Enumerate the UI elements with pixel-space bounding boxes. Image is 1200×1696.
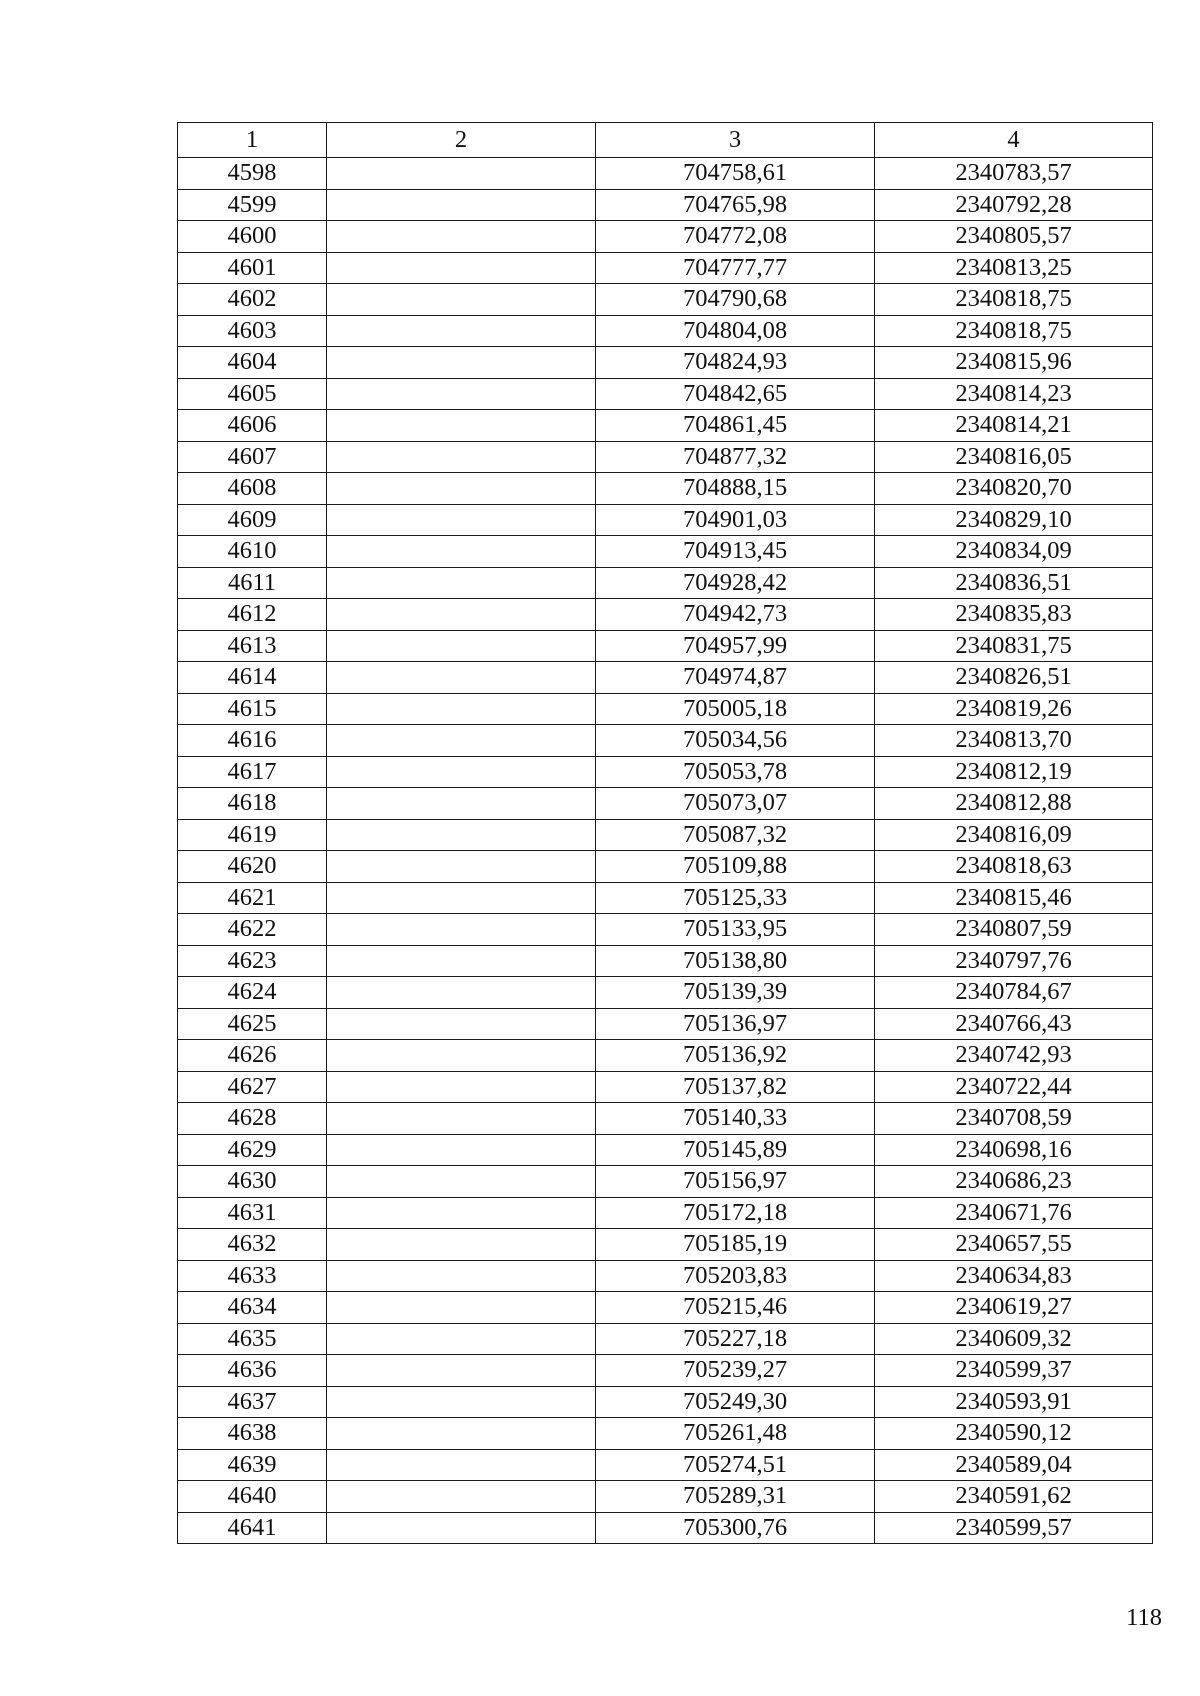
column-header: 4 <box>875 123 1153 158</box>
table-cell: 705172,18 <box>596 1197 875 1229</box>
table-cell: 704974,87 <box>596 662 875 694</box>
table-cell: 4618 <box>178 788 327 820</box>
table-cell: 4636 <box>178 1355 327 1387</box>
table-row <box>178 1134 1153 1166</box>
table-cell: 4603 <box>178 315 327 347</box>
table-row <box>178 1103 1153 1135</box>
table-cell <box>327 1449 596 1481</box>
table-cell: 2340686,23 <box>875 1166 1153 1198</box>
table-cell: 4612 <box>178 599 327 631</box>
table-cell <box>327 1008 596 1040</box>
table-row <box>178 1355 1153 1387</box>
table-cell <box>327 315 596 347</box>
table-cell: 4620 <box>178 851 327 883</box>
table-cell: 2340812,88 <box>875 788 1153 820</box>
table-cell: 4638 <box>178 1418 327 1450</box>
table-row <box>178 1197 1153 1229</box>
table-cell <box>327 1260 596 1292</box>
table-cell: 2340819,26 <box>875 693 1153 725</box>
table-row <box>178 630 1153 662</box>
table-cell <box>327 1071 596 1103</box>
table-cell: 2340829,10 <box>875 504 1153 536</box>
table-cell <box>327 567 596 599</box>
table-cell <box>327 693 596 725</box>
table-row <box>178 1418 1153 1450</box>
table-cell: 2340708,59 <box>875 1103 1153 1135</box>
table-cell: 705249,30 <box>596 1386 875 1418</box>
table-cell: 705005,18 <box>596 693 875 725</box>
column-header: 2 <box>327 123 596 158</box>
table-cell: 705053,78 <box>596 756 875 788</box>
table-cell <box>327 1197 596 1229</box>
table-row <box>178 945 1153 977</box>
table-cell <box>327 1355 596 1387</box>
table-cell <box>327 819 596 851</box>
table-cell: 4629 <box>178 1134 327 1166</box>
table-cell <box>327 1418 596 1450</box>
table-cell: 704804,08 <box>596 315 875 347</box>
table-row <box>178 536 1153 568</box>
table-cell <box>327 252 596 284</box>
table-cell: 705203,83 <box>596 1260 875 1292</box>
table-row <box>178 819 1153 851</box>
table-row <box>178 914 1153 946</box>
table-cell: 705300,76 <box>596 1512 875 1544</box>
table-cell: 2340797,76 <box>875 945 1153 977</box>
table-row <box>178 1449 1153 1481</box>
table-cell: 704942,73 <box>596 599 875 631</box>
table-cell: 705073,07 <box>596 788 875 820</box>
table-cell: 705156,97 <box>596 1166 875 1198</box>
table-cell <box>327 1386 596 1418</box>
table-cell: 2340813,25 <box>875 252 1153 284</box>
table-cell: 4625 <box>178 1008 327 1040</box>
table-cell: 2340589,04 <box>875 1449 1153 1481</box>
table-cell: 2340742,93 <box>875 1040 1153 1072</box>
table-cell: 4599 <box>178 189 327 221</box>
table-cell <box>327 882 596 914</box>
table-row <box>178 662 1153 694</box>
table-row <box>178 851 1153 883</box>
table-cell: 705185,19 <box>596 1229 875 1261</box>
table-row <box>178 504 1153 536</box>
table-cell: 4619 <box>178 819 327 851</box>
table-cell: 705139,39 <box>596 977 875 1009</box>
table-row <box>178 1071 1153 1103</box>
table-cell: 2340816,09 <box>875 819 1153 851</box>
table-row <box>178 1166 1153 1198</box>
table-cell: 705261,48 <box>596 1418 875 1450</box>
table-cell <box>327 504 596 536</box>
table-cell: 2340657,55 <box>875 1229 1153 1261</box>
table-row <box>178 441 1153 473</box>
table-cell: 4617 <box>178 756 327 788</box>
table-cell: 704877,32 <box>596 441 875 473</box>
table-cell <box>327 473 596 505</box>
table-row <box>178 221 1153 253</box>
table-cell: 4628 <box>178 1103 327 1135</box>
table-header-row <box>178 123 1153 158</box>
table-row <box>178 1481 1153 1513</box>
table-cell: 2340834,09 <box>875 536 1153 568</box>
table-row <box>178 284 1153 316</box>
table-cell: 705145,89 <box>596 1134 875 1166</box>
page-number: 118 <box>1126 1604 1162 1631</box>
table-cell: 4608 <box>178 473 327 505</box>
table-cell <box>327 977 596 1009</box>
table-cell: 4615 <box>178 693 327 725</box>
table-cell: 4610 <box>178 536 327 568</box>
table-cell: 4640 <box>178 1481 327 1513</box>
table-cell: 2340599,57 <box>875 1512 1153 1544</box>
table-row <box>178 347 1153 379</box>
table-cell <box>327 1040 596 1072</box>
table-cell: 2340820,70 <box>875 473 1153 505</box>
table-cell <box>327 158 596 190</box>
column-header: 1 <box>178 123 327 158</box>
table-cell: 4639 <box>178 1449 327 1481</box>
table-cell: 4626 <box>178 1040 327 1072</box>
table-cell <box>327 851 596 883</box>
table-row <box>178 158 1153 190</box>
table-cell <box>327 756 596 788</box>
table-row <box>178 1260 1153 1292</box>
table-cell <box>327 914 596 946</box>
table-cell: 2340698,16 <box>875 1134 1153 1166</box>
table-cell: 705136,92 <box>596 1040 875 1072</box>
table-cell: 2340818,75 <box>875 284 1153 316</box>
table-cell: 705215,46 <box>596 1292 875 1324</box>
table-cell: 704772,08 <box>596 221 875 253</box>
table-cell: 4632 <box>178 1229 327 1261</box>
table-cell: 4622 <box>178 914 327 946</box>
table-cell: 2340783,57 <box>875 158 1153 190</box>
table-cell <box>327 945 596 977</box>
table-cell: 2340593,91 <box>875 1386 1153 1418</box>
table-cell: 4634 <box>178 1292 327 1324</box>
table-cell <box>327 347 596 379</box>
table-cell: 2340812,19 <box>875 756 1153 788</box>
table-row <box>178 473 1153 505</box>
table-cell: 705138,80 <box>596 945 875 977</box>
table-cell: 4641 <box>178 1512 327 1544</box>
table-cell: 704928,42 <box>596 567 875 599</box>
table-cell: 704790,68 <box>596 284 875 316</box>
table-cell: 704824,93 <box>596 347 875 379</box>
table-row <box>178 693 1153 725</box>
table-cell: 4633 <box>178 1260 327 1292</box>
table-cell: 4637 <box>178 1386 327 1418</box>
table-row <box>178 1040 1153 1072</box>
table-cell: 2340599,37 <box>875 1355 1153 1387</box>
table-row <box>178 410 1153 442</box>
table-row <box>178 252 1153 284</box>
table-cell: 2340826,51 <box>875 662 1153 694</box>
table-cell <box>327 221 596 253</box>
table-cell: 4602 <box>178 284 327 316</box>
table-cell: 705034,56 <box>596 725 875 757</box>
table-cell: 704842,65 <box>596 378 875 410</box>
table-cell <box>327 189 596 221</box>
table-row <box>178 1229 1153 1261</box>
table-cell: 2340609,32 <box>875 1323 1153 1355</box>
table-cell: 4624 <box>178 977 327 1009</box>
table-cell: 704957,99 <box>596 630 875 662</box>
table-cell <box>327 630 596 662</box>
table-cell: 704913,45 <box>596 536 875 568</box>
table-row <box>178 378 1153 410</box>
table-cell: 705109,88 <box>596 851 875 883</box>
table-row <box>178 1386 1153 1418</box>
table-cell: 2340634,83 <box>875 1260 1153 1292</box>
table-cell: 2340814,23 <box>875 378 1153 410</box>
table-cell: 705289,31 <box>596 1481 875 1513</box>
table-cell <box>327 1166 596 1198</box>
table-cell: 2340671,76 <box>875 1197 1153 1229</box>
table-cell: 705087,32 <box>596 819 875 851</box>
coordinates-table <box>177 122 1153 1544</box>
table-cell: 4621 <box>178 882 327 914</box>
table-cell: 704861,45 <box>596 410 875 442</box>
table-cell: 705239,27 <box>596 1355 875 1387</box>
table-cell: 4635 <box>178 1323 327 1355</box>
table-cell: 4630 <box>178 1166 327 1198</box>
column-header: 3 <box>596 123 875 158</box>
table-cell <box>327 1292 596 1324</box>
table-cell: 4631 <box>178 1197 327 1229</box>
table-cell: 704888,15 <box>596 473 875 505</box>
table-row <box>178 1512 1153 1544</box>
table-cell <box>327 410 596 442</box>
table-cell <box>327 378 596 410</box>
table-cell: 4600 <box>178 221 327 253</box>
table-cell: 705274,51 <box>596 1449 875 1481</box>
table-cell: 705137,82 <box>596 1071 875 1103</box>
table-cell: 4623 <box>178 945 327 977</box>
table-row <box>178 567 1153 599</box>
table-cell: 4627 <box>178 1071 327 1103</box>
table-cell: 2340831,75 <box>875 630 1153 662</box>
table-cell <box>327 1134 596 1166</box>
table-cell: 2340766,43 <box>875 1008 1153 1040</box>
table-cell: 2340815,46 <box>875 882 1153 914</box>
table-row <box>178 189 1153 221</box>
table-cell: 4606 <box>178 410 327 442</box>
table-cell: 705136,97 <box>596 1008 875 1040</box>
table-cell: 2340815,96 <box>875 347 1153 379</box>
table-cell <box>327 1103 596 1135</box>
table-cell: 2340818,63 <box>875 851 1153 883</box>
table-cell <box>327 1481 596 1513</box>
table-cell: 4605 <box>178 378 327 410</box>
table-cell <box>327 536 596 568</box>
table-cell: 2340807,59 <box>875 914 1153 946</box>
table-cell: 2340816,05 <box>875 441 1153 473</box>
table-row <box>178 977 1153 1009</box>
table-cell: 704901,03 <box>596 504 875 536</box>
table-cell: 2340591,62 <box>875 1481 1153 1513</box>
table-row <box>178 882 1153 914</box>
table-cell <box>327 1229 596 1261</box>
table-row <box>178 315 1153 347</box>
table-body <box>178 158 1153 1544</box>
table-cell: 4598 <box>178 158 327 190</box>
table-cell: 2340784,67 <box>875 977 1153 1009</box>
table-cell: 2340792,28 <box>875 189 1153 221</box>
table-cell: 4614 <box>178 662 327 694</box>
table-row <box>178 725 1153 757</box>
table-cell: 4601 <box>178 252 327 284</box>
table-cell: 2340814,21 <box>875 410 1153 442</box>
table-cell: 2340619,27 <box>875 1292 1153 1324</box>
table-cell <box>327 441 596 473</box>
table-cell <box>327 1323 596 1355</box>
table-row <box>178 1323 1153 1355</box>
table-cell: 2340722,44 <box>875 1071 1153 1103</box>
table-cell: 705140,33 <box>596 1103 875 1135</box>
table-cell <box>327 1512 596 1544</box>
table-cell: 4611 <box>178 567 327 599</box>
table-cell: 2340590,12 <box>875 1418 1153 1450</box>
table-cell: 4609 <box>178 504 327 536</box>
table-cell <box>327 725 596 757</box>
table-cell: 2340835,83 <box>875 599 1153 631</box>
table-cell: 4607 <box>178 441 327 473</box>
table-cell: 704777,77 <box>596 252 875 284</box>
table-row <box>178 1292 1153 1324</box>
table-row <box>178 1008 1153 1040</box>
table-cell: 704765,98 <box>596 189 875 221</box>
table-cell: 705133,95 <box>596 914 875 946</box>
table-cell: 705227,18 <box>596 1323 875 1355</box>
table-row <box>178 756 1153 788</box>
table-cell <box>327 599 596 631</box>
table-cell: 2340836,51 <box>875 567 1153 599</box>
table-cell: 705125,33 <box>596 882 875 914</box>
table-row <box>178 599 1153 631</box>
table-cell: 4613 <box>178 630 327 662</box>
table-cell: 2340813,70 <box>875 725 1153 757</box>
table-cell: 4616 <box>178 725 327 757</box>
table-cell: 2340818,75 <box>875 315 1153 347</box>
table-cell: 4604 <box>178 347 327 379</box>
table-cell <box>327 284 596 316</box>
table-cell <box>327 788 596 820</box>
table-cell <box>327 662 596 694</box>
table-row <box>178 788 1153 820</box>
table-cell: 704758,61 <box>596 158 875 190</box>
table-cell: 2340805,57 <box>875 221 1153 253</box>
